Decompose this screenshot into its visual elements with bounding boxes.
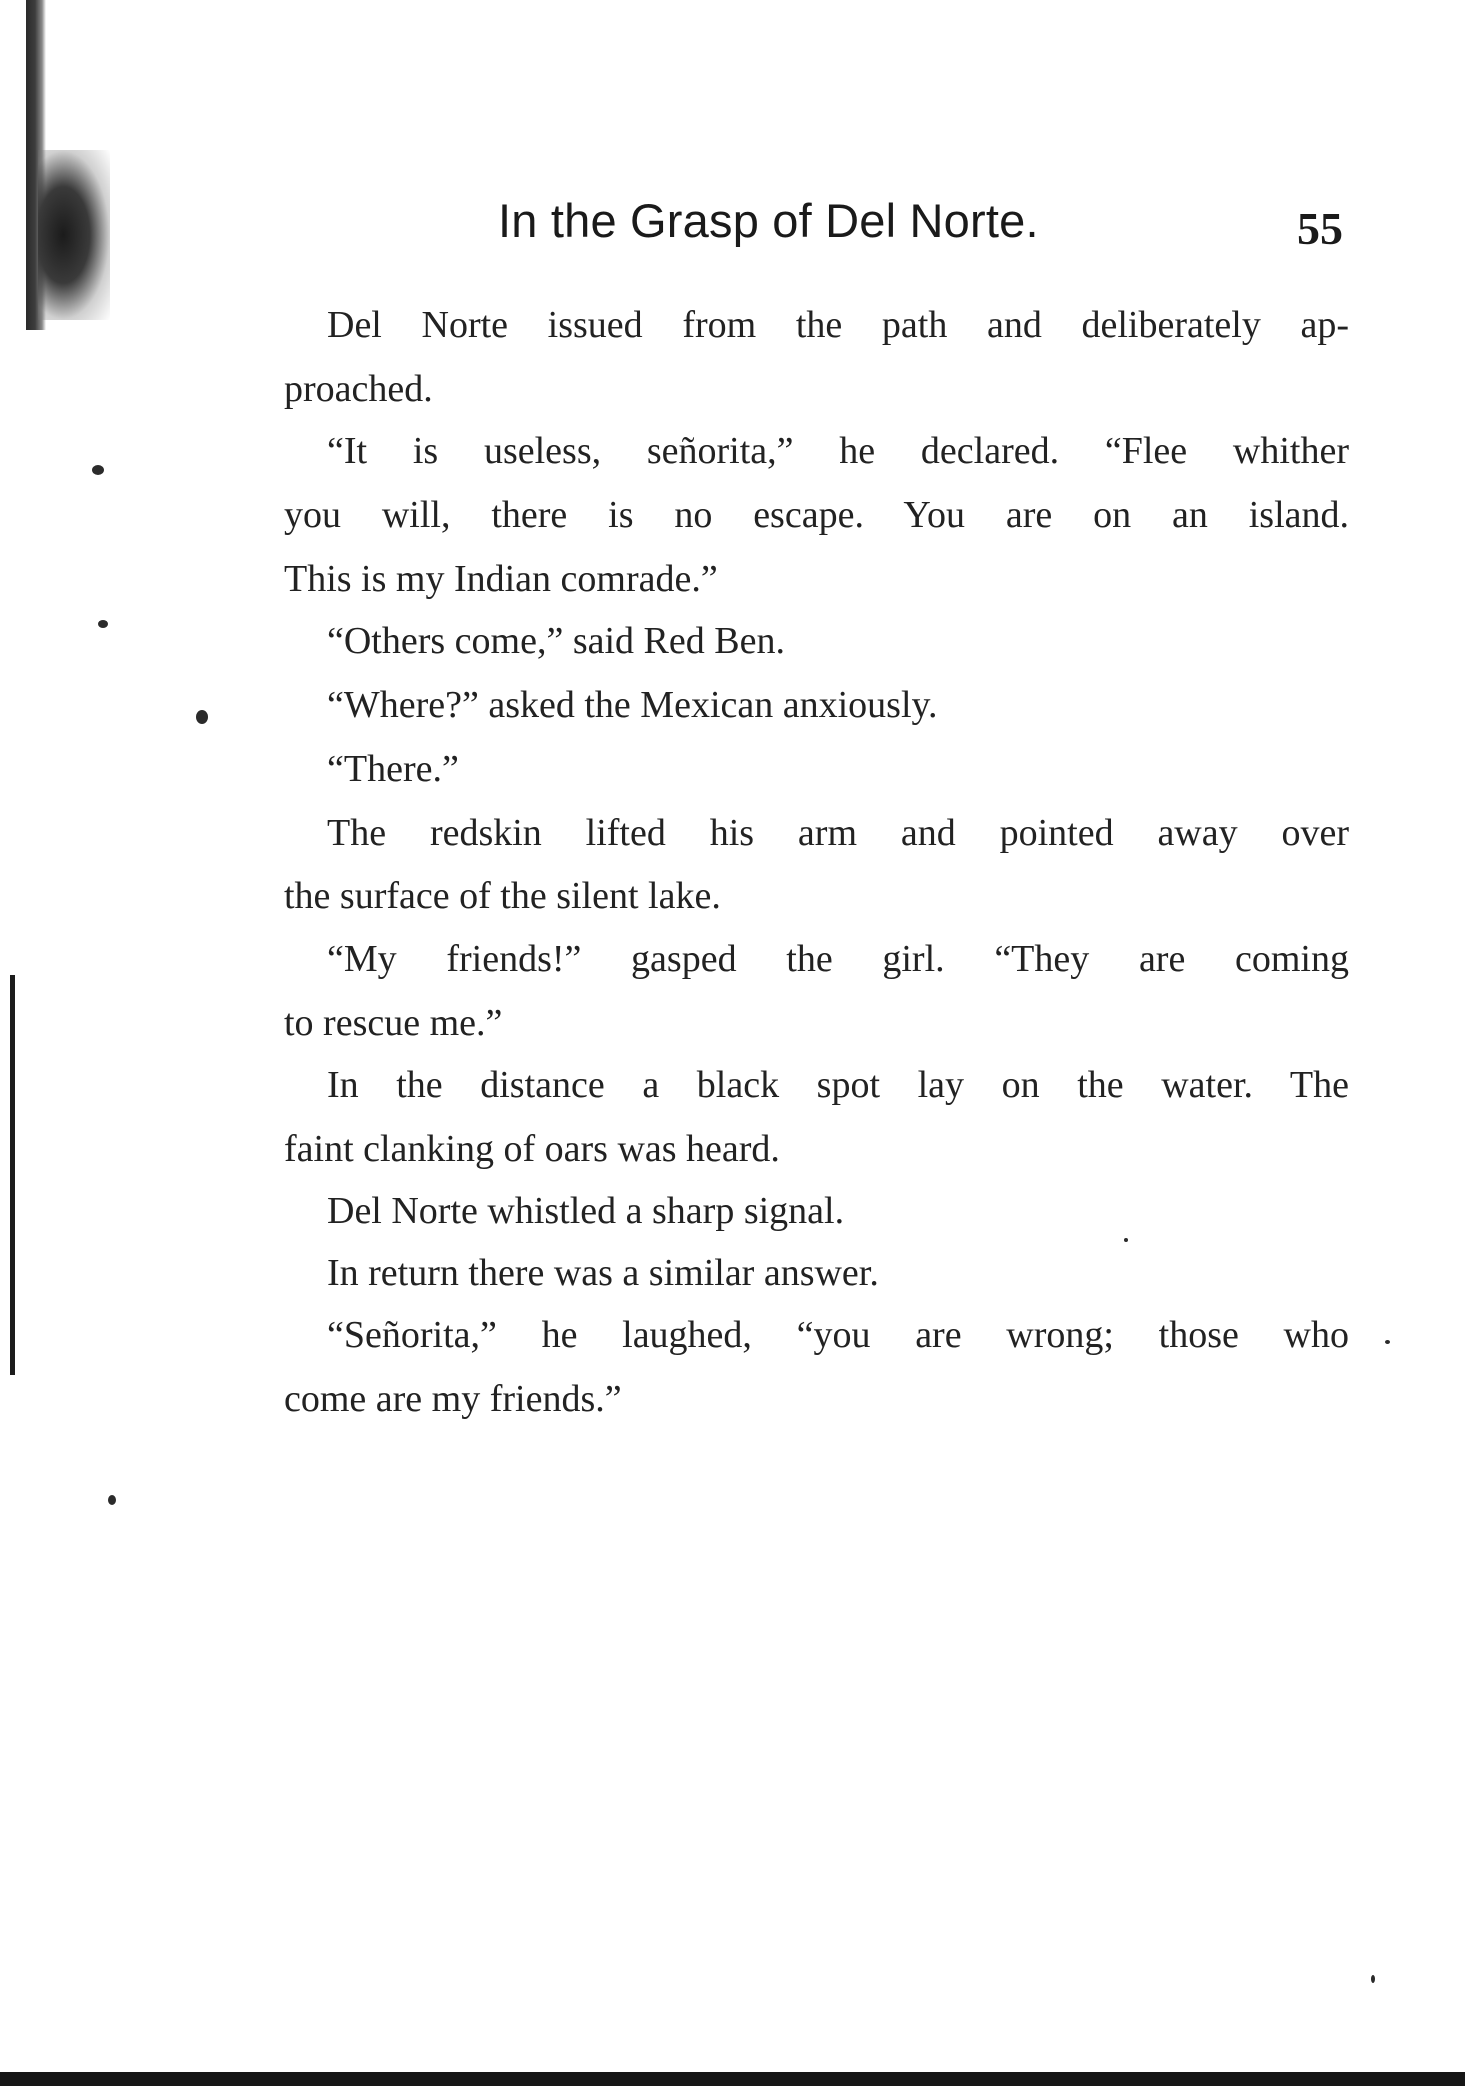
text-line: “Others come,” said Red Ben.: [327, 620, 785, 662]
text-line: “There.”: [327, 748, 459, 790]
text-line: In return there was a similar answer.: [327, 1252, 879, 1294]
text-line: This is my Indian comrade.”: [284, 558, 718, 600]
text-line: you will, there is no escape. You are on an island.: [284, 494, 1349, 536]
text-line: “It is useless, señorita,” he declared. “Flee whither: [327, 430, 1349, 472]
scan-speck: [92, 465, 104, 475]
scan-speck: [108, 1495, 116, 1505]
text-line: the surface of the silent lake.: [284, 875, 721, 917]
text-line: faint clanking of oars was heard.: [284, 1128, 780, 1170]
text-line: The redskin lifted his arm and pointed away over: [327, 812, 1349, 854]
text-line: to rescue me.”: [284, 1002, 503, 1044]
text-line: Del Norte whistled a sharp signal.: [327, 1190, 845, 1232]
scan-speck: [1371, 1975, 1375, 1983]
scan-speck: [1124, 1238, 1128, 1242]
text-line: In the distance a black spot lay on the water. The: [327, 1064, 1349, 1106]
scan-speck: [1385, 1340, 1390, 1344]
binding-ink-blot: [38, 150, 110, 320]
text-line: Del Norte issued from the path and deliberately ap-: [327, 304, 1349, 346]
running-head-title: In the Grasp of Del Norte.: [498, 194, 1039, 247]
text-line: come are my friends.”: [284, 1378, 622, 1420]
text-line: “My friends!” gasped the girl. “They are coming: [327, 938, 1349, 980]
text-line: “Señorita,” he laughed, “you are wrong; those who: [327, 1314, 1349, 1356]
page-number: 55: [1297, 203, 1343, 254]
bottom-scan-edge: [0, 2072, 1465, 2086]
scan-speck: [196, 710, 208, 724]
text-line: “Where?” asked the Mexican anxiously.: [327, 684, 938, 726]
scan-speck: [98, 620, 108, 628]
left-margin-scan-line: [10, 975, 15, 1375]
text-line: proached.: [284, 368, 433, 410]
